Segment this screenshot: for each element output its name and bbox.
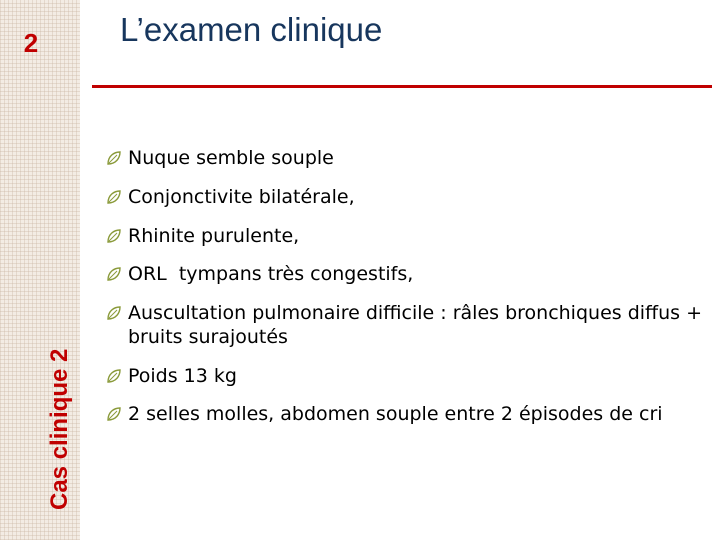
leaf-bullet-icon [106,189,122,205]
slide-number: 2 [23,28,39,58]
leaf-bullet-icon [106,305,122,321]
bullet-item [106,365,706,389]
bullet-text: Rhinite purulente, [128,224,300,247]
bullet-text: Auscultation pulmonaire difficile : râles bronchiques diffus + bruits surajoutés [128,302,709,348]
bullet-item [106,225,706,249]
vertical-case-label: Cas clinique 2 [46,348,73,510]
bullet-item [106,147,706,171]
leaf-bullet-icon [106,150,122,166]
slide-title: L’examen clinique [120,11,383,48]
leaf-bullet-icon [106,228,122,244]
bullet-text: Conjonctivite bilatérale, [128,185,355,208]
bullet-text: Nuque semble souple [128,147,334,169]
bullet-list [106,147,709,442]
bullet-item [106,403,706,427]
bullet-item [106,302,709,350]
leaf-bullet-icon [106,406,122,422]
leaf-bullet-icon [106,266,122,282]
bullet-item [106,186,706,210]
bullet-text: 2 selles molles, abdomen souple entre 2 épisodes de cri [128,403,663,426]
title-divider [92,85,712,88]
leaf-bullet-icon [106,368,122,384]
decorative-sidebar [0,0,80,540]
bullet-item [106,263,706,287]
bullet-text: ORL tympans très congestifs, [128,263,414,286]
bullet-text: Poids 13 kg [128,364,237,387]
